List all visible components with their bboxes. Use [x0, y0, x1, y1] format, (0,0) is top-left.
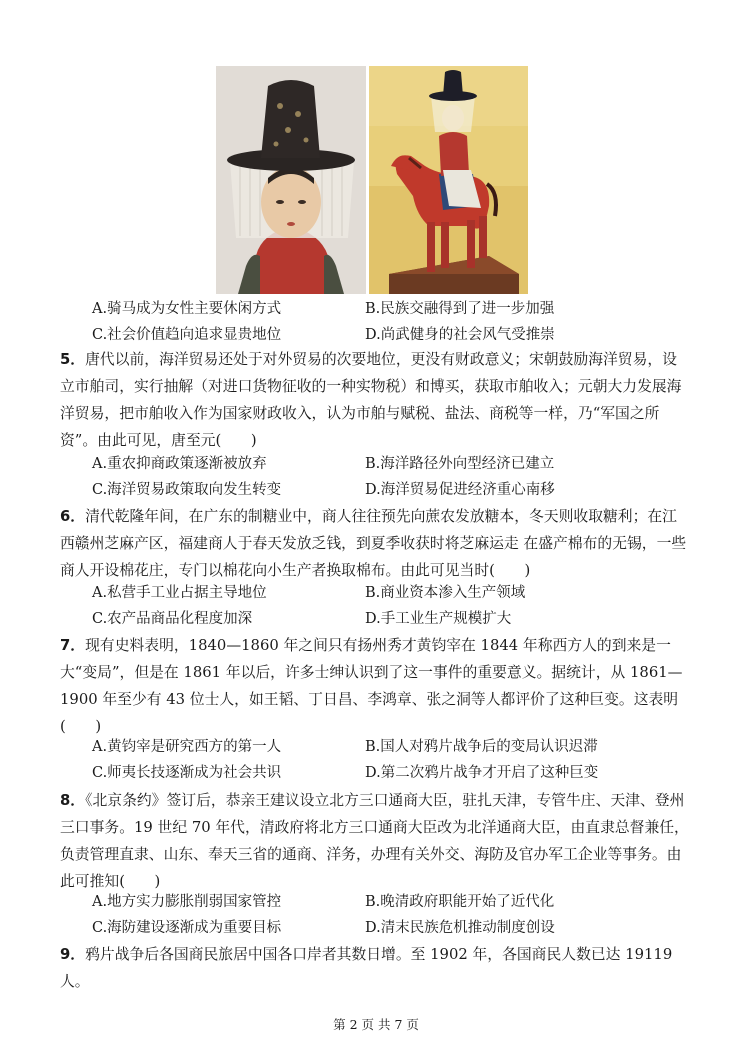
- female-rider-figurine-photo: [369, 66, 528, 294]
- female-figurine-closeup-photo: [216, 66, 366, 294]
- question-8-text: 《北京条约》签订后，恭亲王建议设立北方三口通商大臣，驻扎天津，专管牛庄、天津、登州三口事务。19 世纪 70 年代，清政府将北方三口通商大臣改为北洋通商大臣，由直隶总督兼任，负责管理直隶、山东、奉天三省的通商、洋务，办理有关外交、海防及官办军工企业等事务。由此可推知( ): [60, 792, 689, 890]
- q8-option-b: B.晚清政府职能开始了近代化: [365, 894, 555, 910]
- q4-option-c: C.社会价值趋向追求显贵地位: [92, 327, 282, 343]
- question-5-number: 5．: [60, 351, 86, 368]
- q8-option-a: A.地方实力膨胀削弱国家管控: [92, 894, 282, 910]
- q4-option-d: D.尚武健身的社会风气受推崇: [365, 327, 555, 343]
- q4-option-b: B.民族交融得到了进一步加强: [365, 301, 555, 317]
- q6-option-b: B.商业资本渗入生产领域: [365, 585, 526, 601]
- q5-option-c: C.海洋贸易政策取向发生转变: [92, 482, 282, 498]
- q5-option-a: A.重农抑商政策逐渐被放弃: [92, 456, 267, 472]
- q7-option-a: A.黄钧宰是研究西方的第一人: [92, 739, 282, 755]
- question-5-text: 唐代以前，海洋贸易还处于对外贸易的次要地位，更没有财政意义；宋朝鼓励海洋贸易，设立市舶司，实行抽解（对进口货物征收的一种实物税）和博买，获取市舶收入；元朝大力发展海洋贸易，把市舶收入作为国家财政收入，认为市舶与赋税、盐法、商税等一样，乃“军国之所资”。由此可见，唐至元( ): [60, 351, 682, 449]
- question-4-photos: [216, 66, 528, 294]
- question-9-text: 鸦片战争后各国商民旅居中国各口岸者其数日增。至 1902 年，各国商民人数已达 19119 人。: [60, 946, 673, 990]
- q6-option-a: A.私营手工业占据主导地位: [92, 585, 267, 601]
- q7-option-c: C.师夷长技逐渐成为社会共识: [92, 765, 282, 781]
- q7-option-b: B.国人对鸦片战争后的变局认识迟滞: [365, 739, 598, 755]
- q7-option-d: D.第二次鸦片战争才开启了这种巨变: [365, 765, 599, 781]
- q6-option-c: C.农产品商品化程度加深: [92, 611, 253, 627]
- question-8-number: 8．: [60, 792, 86, 809]
- question-9-number: 9．: [60, 946, 86, 963]
- q8-option-d: D.清末民族危机推动制度创设: [365, 920, 555, 936]
- question-5-stem: [60, 346, 690, 454]
- q5-option-d: D.海洋贸易促进经济重心南移: [365, 482, 555, 498]
- question-9-stem: [60, 941, 690, 995]
- question-6-text: 清代乾隆年间，在广东的制糖业中，商人往往预先向蔗农发放糖本，冬天则收取糖利；在江西赣州芝麻产区，福建商人于春天发放乏钱，到夏季收获时将芝麻运走 在盛产棉布的无锡，一些商人开设棉花庄，专门以棉花向小生产者换取棉布。由此可见当时( ): [60, 508, 687, 579]
- question-6-number: 6．: [60, 508, 86, 525]
- question-7-text: 现有史料表明，1840—1860 年之间只有扬州秀才黄钧宰在 1844 年称西方人的到来是一大“变局”，但是在 1861 年以后，许多士绅认识到了这一事件的重要意义。据统计，从 1861—1900 年至少有 43 位士人，如王韬、丁日昌、李鸿章、张之洞等人都评价了这种巨变。这表明( ): [60, 637, 683, 735]
- question-6-stem: [60, 503, 690, 584]
- q6-option-d: D.手工业生产规模扩大: [365, 611, 512, 627]
- q5-option-b: B.海洋路径外向型经济已建立: [365, 456, 555, 472]
- question-7-stem: [60, 632, 690, 740]
- question-7-number: 7．: [60, 637, 86, 654]
- question-8-stem: [60, 787, 690, 895]
- q4-option-a: A.骑马成为女性主要休闲方式: [92, 301, 282, 317]
- page-number-footer: 第 2 页 共 7 页: [333, 1017, 419, 1032]
- q8-option-c: C.海防建设逐渐成为重要目标: [92, 920, 282, 936]
